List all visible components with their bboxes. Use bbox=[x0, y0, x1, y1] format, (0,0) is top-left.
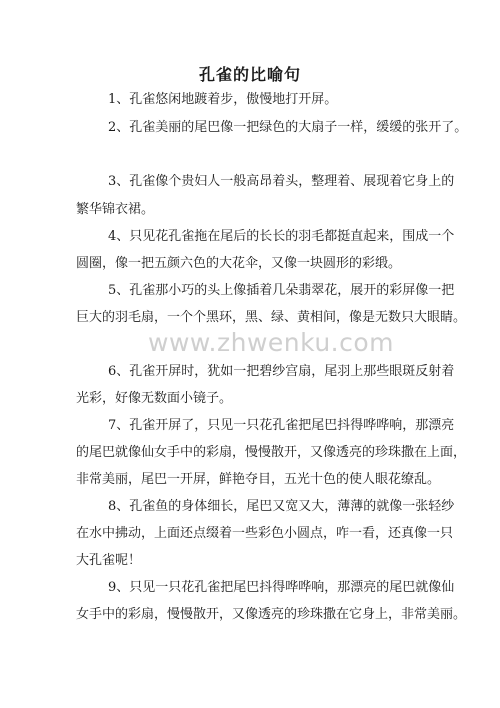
paragraph-2-line-1: 2、孔雀美丽的尾巴像一把绿色的大扇子一样，缓缓的张开了。 bbox=[108, 120, 468, 135]
paragraph-7-line-3: 非常美丽，尾巴一开屏，鲜艳夺目，五光十色的使人眼花缭乱。 bbox=[76, 472, 441, 487]
paragraph-1-line-1: 1、孔雀悠闲地踱着步，傲慢地打开屏。 bbox=[108, 92, 338, 107]
watermark: www.zhwenku.com bbox=[148, 328, 395, 357]
paragraph-7-line-1: 7、孔雀开屏了，只见一只花孔雀把尾巴抖得哗哗响，那漂亮 bbox=[108, 418, 455, 433]
paragraph-5-line-2: 巨大的羽毛扇，一个个黑环，黑、绿、黄相间，像是无数只大眼睛。 bbox=[76, 310, 467, 325]
paragraph-5-line-1: 5、孔雀那小巧的头上像插着几朵翡翠花，展开的彩屏像一把 bbox=[108, 283, 455, 298]
paragraph-7-line-2: 的尾巴就像仙女手中的彩扇，慢慢散开，又像透亮的珍珠撒在上面， bbox=[76, 445, 467, 460]
paragraph-9-line-2: 女手中的彩扇，慢慢散开，又像透亮的珍珠撒在它身上，非常美丽。 bbox=[76, 607, 467, 622]
paragraph-4-line-1: 4、只见花孔雀拖在尾后的长长的羽毛都挺直起来，围成一个 bbox=[108, 229, 455, 244]
paragraph-9-line-1: 9、只见一只花孔雀把尾巴抖得哗哗响，那漂亮的尾巴就像仙 bbox=[108, 580, 455, 595]
paragraph-3-line-1: 3、孔雀像个贵妇人一般高昂着头，整理着、展现着它身上的 bbox=[108, 174, 455, 189]
paragraph-8-line-3: 大孔雀呢！ bbox=[76, 553, 142, 568]
paragraph-4-line-2: 圆圈，像一把五颜六色的大花伞，又像一块圆形的彩缎。 bbox=[76, 256, 402, 271]
paragraph-8-line-2: 在水中拂动，上面还点缀着一些彩色小圆点，咋一看，还真像一只 bbox=[76, 526, 454, 541]
paragraph-6-line-1: 6、孔雀开屏时，犹如一把碧纱宫扇，尾羽上那些眼斑反射着 bbox=[108, 364, 455, 379]
paragraph-8-line-1: 8、孔雀鱼的身体细长，尾巴又宽又大，薄薄的就像一张轻纱 bbox=[108, 499, 455, 514]
page-title: 孔雀的比喻句 bbox=[198, 65, 301, 84]
paragraph-6-line-2: 光彩，好像无数面小镜子。 bbox=[76, 391, 233, 406]
paragraph-3-line-2: 繁华锦衣裙。 bbox=[76, 202, 155, 217]
